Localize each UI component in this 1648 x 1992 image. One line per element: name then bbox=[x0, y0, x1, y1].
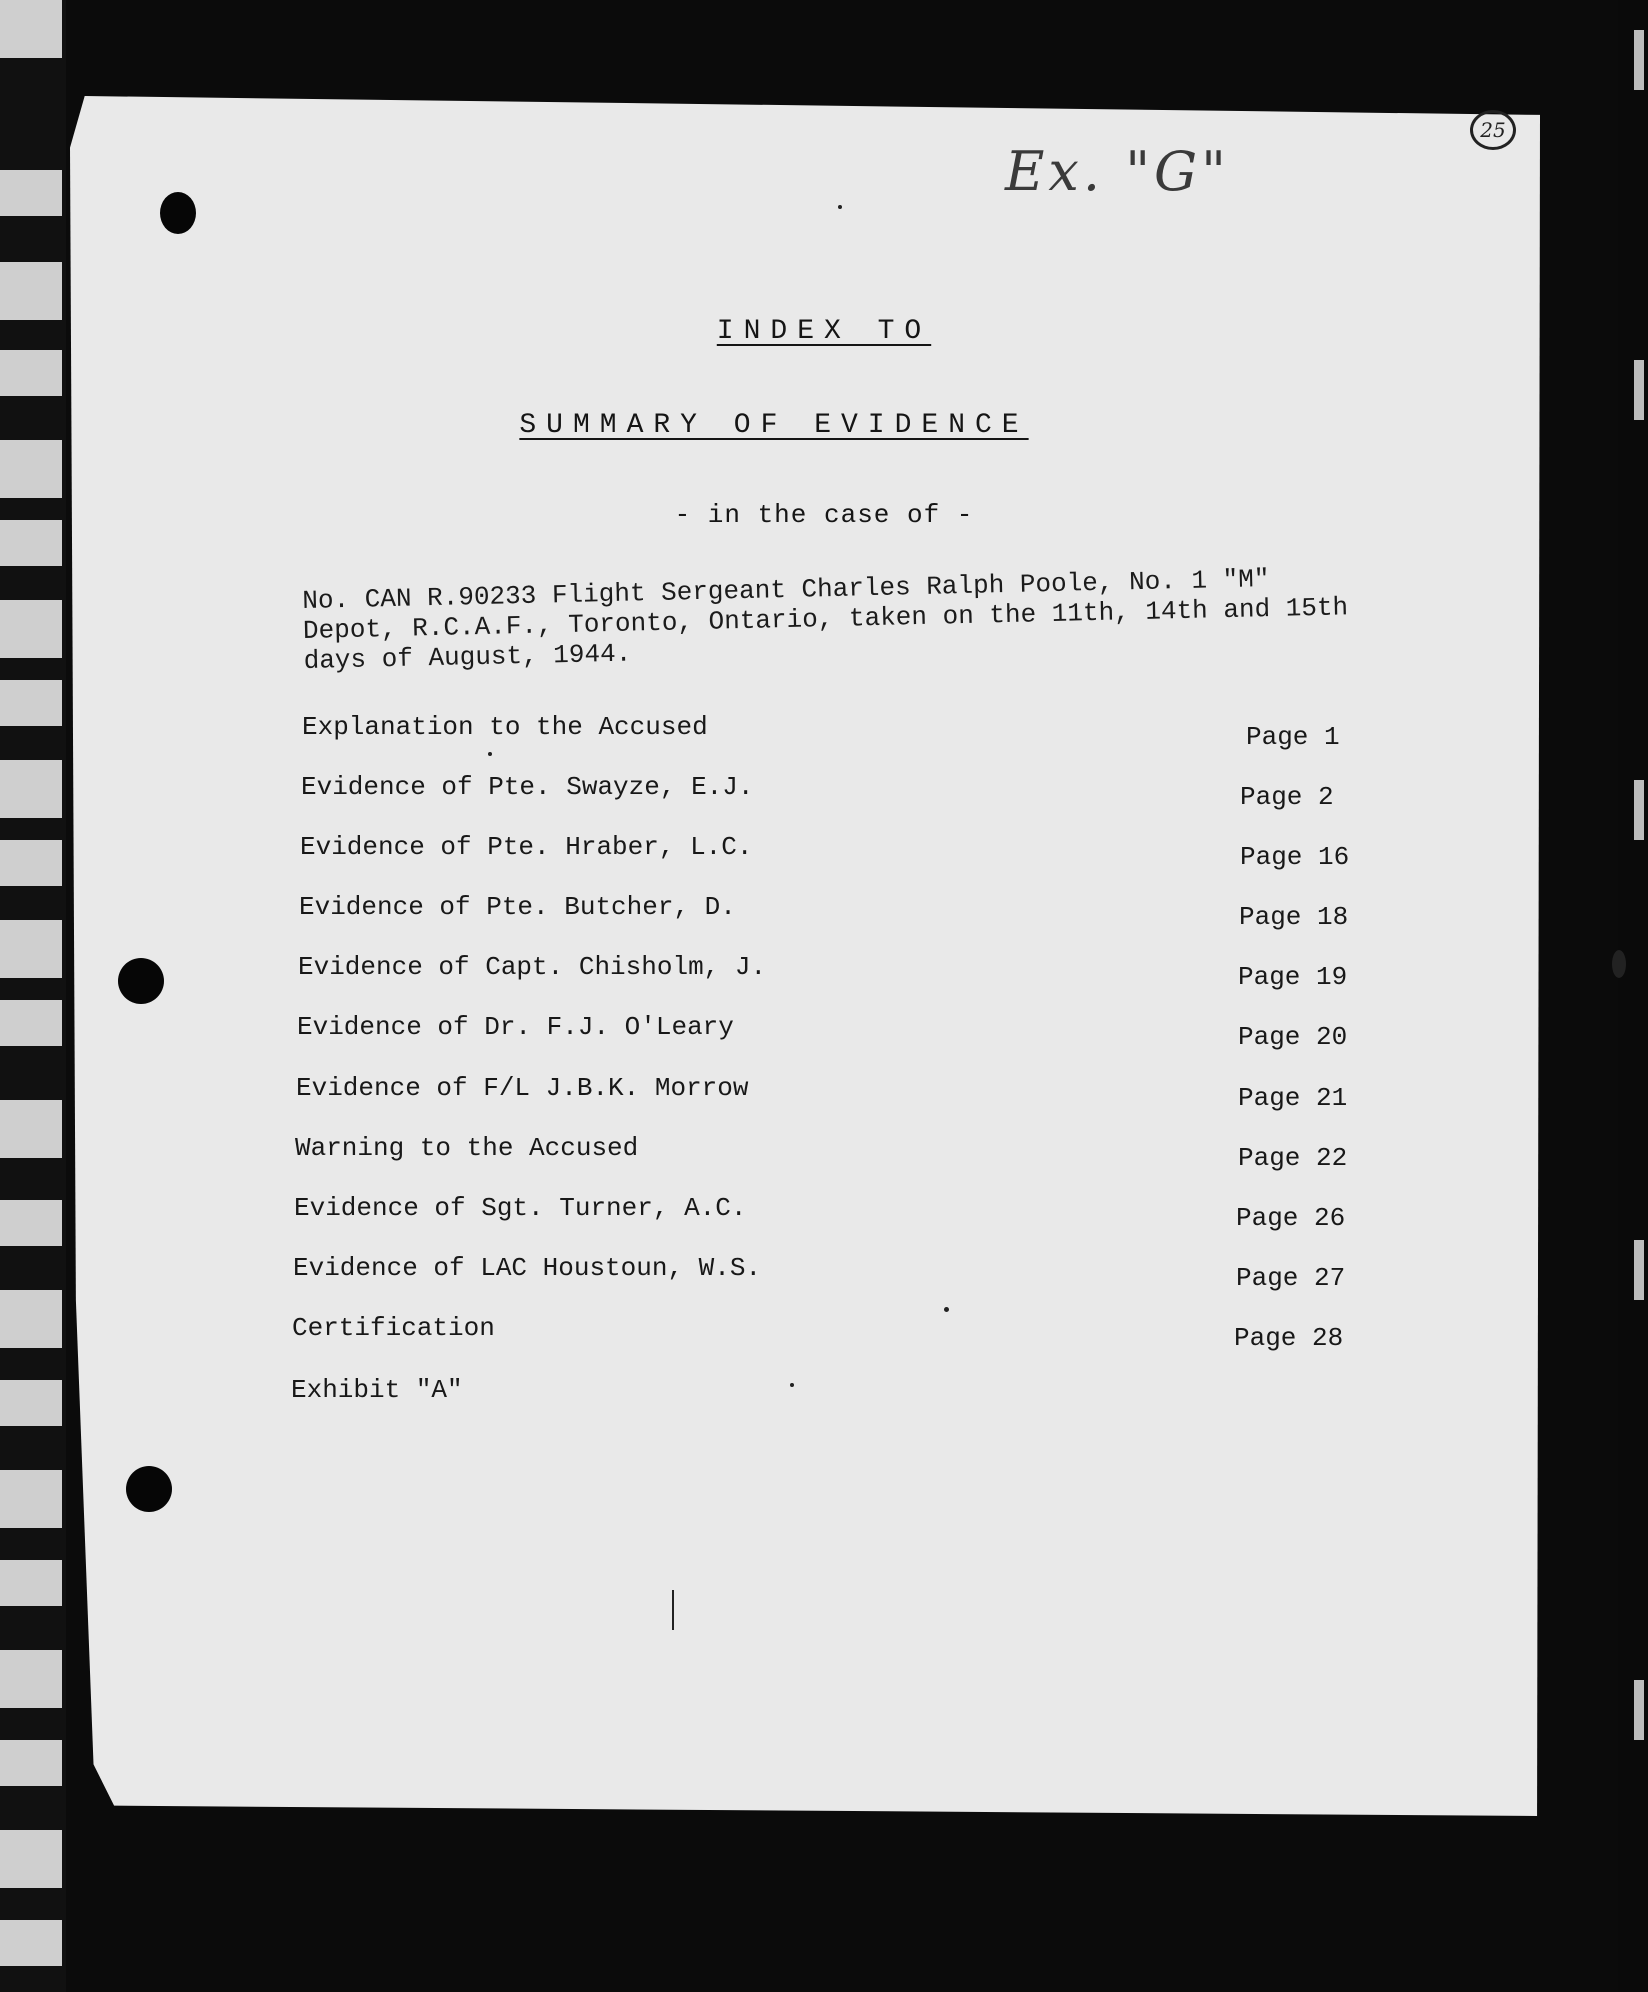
entry-label: Evidence of F/L J.B.K. Morrow bbox=[296, 1073, 749, 1103]
entry-label: Evidence of Sgt. Turner, A.C. bbox=[294, 1193, 747, 1223]
entry-label: Evidence of Pte. Butcher, D. bbox=[299, 892, 736, 922]
scan-speck bbox=[790, 1383, 794, 1387]
handwritten-exhibit-mark: Ex. "G" bbox=[1005, 140, 1231, 203]
entry-page: Page 21 bbox=[1238, 1083, 1348, 1113]
entry-label: Evidence of Dr. F.J. O'Leary bbox=[297, 1012, 734, 1042]
scan-speck bbox=[672, 1590, 674, 1630]
entry-page: Page 19 bbox=[1238, 962, 1348, 992]
page-number-stamp: 25 bbox=[1470, 110, 1516, 150]
entry-label: Exhibit "A" bbox=[291, 1375, 463, 1405]
scan-speck bbox=[1612, 950, 1626, 978]
scan-speck bbox=[488, 752, 492, 756]
entry-page: Page 18 bbox=[1239, 902, 1349, 932]
title-summary-of-evidence: SUMMARY OF EVIDENCE bbox=[519, 410, 1029, 441]
entry-page: Page 28 bbox=[1234, 1323, 1344, 1353]
subtitle: - in the case of - bbox=[674, 500, 974, 530]
entry-page: Page 22 bbox=[1238, 1143, 1348, 1173]
entry-label: Evidence of LAC Houstoun, W.S. bbox=[293, 1253, 762, 1283]
entry-label: Evidence of Pte. Swayze, E.J. bbox=[301, 772, 754, 802]
entry-label: Certification bbox=[292, 1313, 495, 1343]
entry-page: Page 27 bbox=[1236, 1263, 1346, 1293]
case-description: No. CAN R.90233 Flight Sergeant Charles Ralph Poole, No. 1 "M" Depot, R.C.A.F., Toronto, Ontario, taken on the 11th, 14th and 15th days of August, 1944. bbox=[302, 564, 1349, 676]
entry-label: Evidence of Capt. Chisholm, J. bbox=[298, 952, 767, 982]
scan-speck bbox=[944, 1307, 949, 1312]
entry-page: Page 26 bbox=[1236, 1203, 1346, 1233]
entry-page: Page 16 bbox=[1240, 842, 1350, 872]
entry-label: Explanation to the Accused bbox=[302, 712, 708, 742]
entry-page: Page 2 bbox=[1240, 782, 1334, 812]
title-index-to: INDEX TO bbox=[716, 316, 932, 347]
entry-page: Page 1 bbox=[1246, 722, 1340, 752]
scan-speck bbox=[838, 205, 842, 209]
entry-label: Evidence of Pte. Hraber, L.C. bbox=[300, 832, 753, 862]
entry-page: Page 20 bbox=[1238, 1022, 1348, 1052]
entry-label: Warning to the Accused bbox=[295, 1133, 639, 1163]
